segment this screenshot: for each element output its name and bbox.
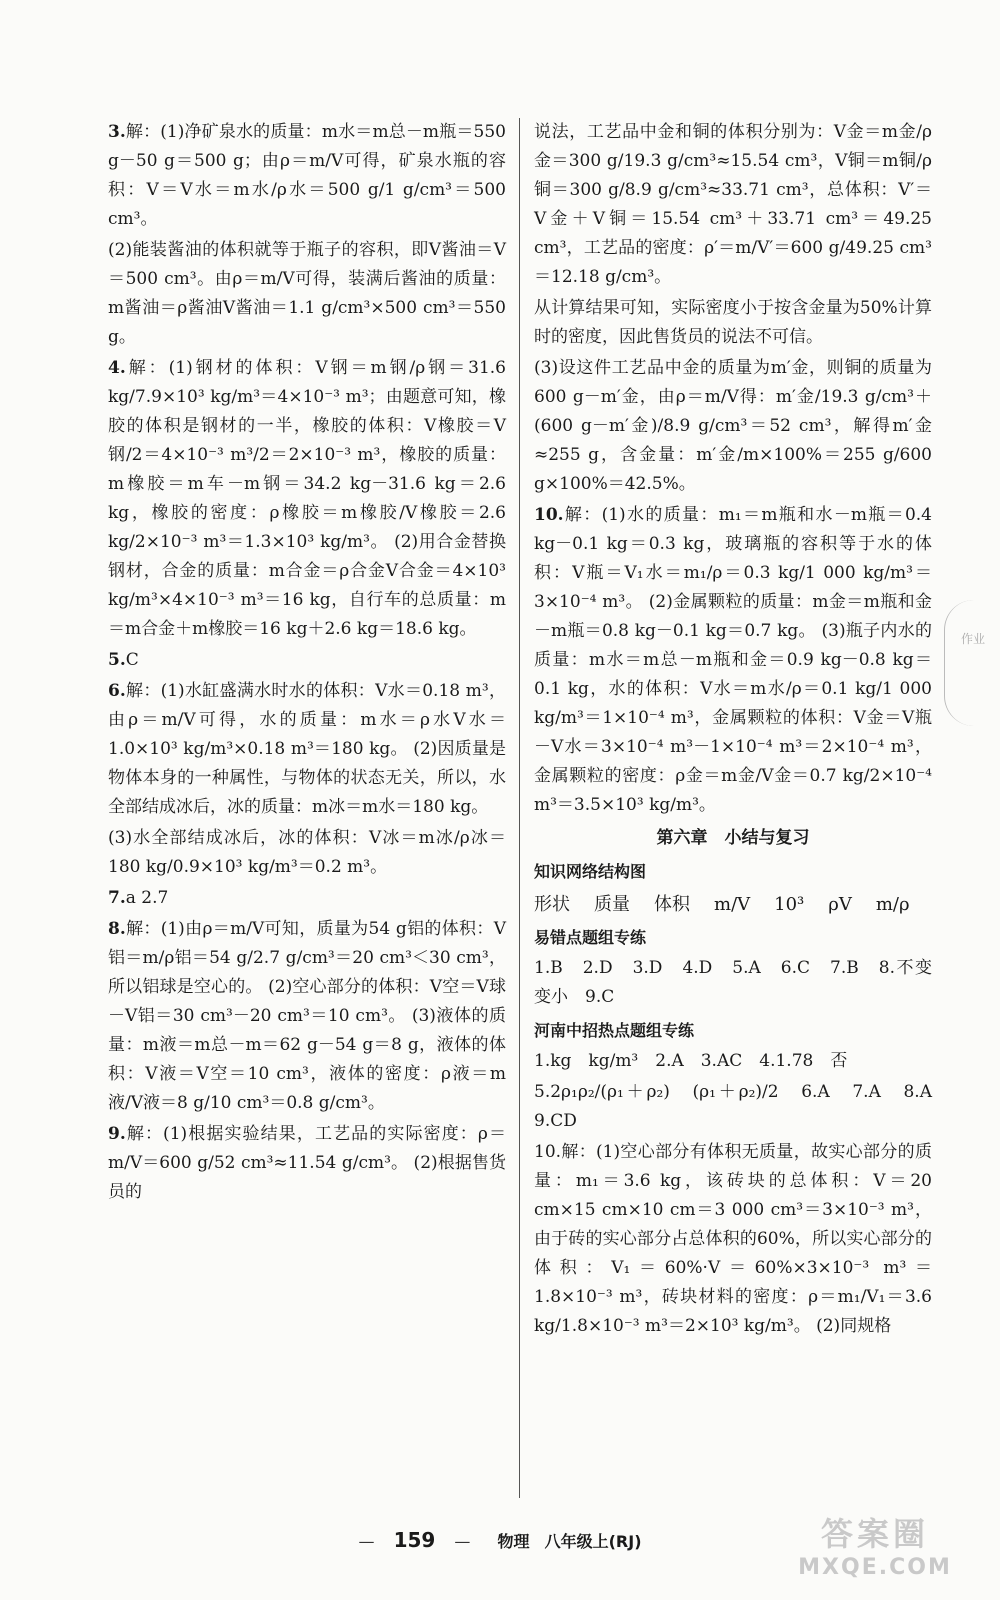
- watermark-en: MXQE.COM: [798, 1554, 952, 1580]
- henan-answers-2: 5.2ρ₁ρ₂/(ρ₁＋ρ₂) (ρ₁＋ρ₂)/2 6.A 7.A 8.A 9.CD: [534, 1082, 949, 1131]
- answer-9-cont-a: 说法，工艺品中金和铜的体积分别为：V金＝m金/ρ金＝300 g/19.3 g/cm³≈15.54 cm³，V铜＝m铜/ρ铜＝300 g/8.9 g/cm³≈33.71 cm³，总体积：V′＝V金＋V铜＝15.54 cm³＋33.71 cm³＝49.25 cm³，工艺品的密度：ρ′＝m/V′＝600 g/49.25 cm³＝12.18 g/cm³。: [534, 122, 932, 287]
- answer-9-cont-c: (3)设这件工艺品中金的质量为m′金，则铜的质量为600 g－m′金，由ρ＝m/V得：m′金/19.3 g/cm³＋(600 g－m′金)/8.9 g/cm³＝52 cm³，解得m′金≈255 g，含金量：m′金/m×100%＝255 g/600 g×100%＝42.5%。: [534, 358, 932, 494]
- term: 质量: [594, 894, 630, 915]
- answer-10: 10.解：(1)水的质量：m₁＝m瓶和水－m瓶＝0.4 kg－0.1 kg＝0.3 kg，玻璃瓶的容积等于水的体积：V瓶＝V₁水＝m₁/ρ＝0.3 kg/1 000 kg/m³＝3×10⁻⁴ m³。 (2)金属颗粒的质量：m金＝m瓶和金－m瓶＝0.8 kg－0.1 kg＝0.7 kg。 (3)瓶子内水的质量：m水＝m总－m瓶和金＝0.9 kg－0.8 kg＝0.1 kg，水的体积：V水＝m水/ρ＝0.1 kg/1 000 kg/m³＝1×10⁻⁴ m³，金属颗粒的体积：V金＝V瓶－V水＝3×10⁻⁴ m³－1×10⁻⁴ m³＝2×10⁻⁴ m³，金属颗粒的密度：ρ金＝m金/V金＝0.7 kg/2×10⁻⁴ m³＝3.5×10³ kg/m³。: [534, 505, 932, 815]
- page-number: 159: [393, 1528, 436, 1552]
- footer-subject: 物理: [497, 1532, 530, 1551]
- answer-6a: 6.解：(1)水缸盛满水时水的体积：V水＝0.18 m³，由ρ＝m/V可得，水的质量：m水＝ρ水V水＝1.0×10³ kg/m³×0.18 m³＝180 kg。 (2)因质量是物体本身的一种属性，与物体的状态无关，所以，水全部结成冰后，冰的质量：m冰＝m水＝180 kg。: [108, 681, 506, 817]
- answer-6b: (3)水全部结成冰后，冰的体积：V冰＝m冰/ρ冰＝180 kg/0.9×10³ kg/m³＝0.2 m³。: [108, 828, 506, 877]
- answer-3a: 3.解：(1)净矿泉水的质量：m水＝m总－m瓶＝550 g－50 g＝500 g；由ρ＝m/V可得，矿泉水瓶的容积：V＝V水＝m水/ρ水＝500 g/1 g/cm³＝500 cm³。: [108, 122, 506, 229]
- term: m/V: [714, 894, 751, 915]
- footer-dash-left: —: [358, 1532, 375, 1551]
- watermark-cn: 答案圈: [820, 1514, 929, 1553]
- term: m/ρ: [875, 894, 910, 915]
- answer-4: 4.解：(1)钢材的体积：V钢＝m钢/ρ钢＝31.6 kg/7.9×10³ kg/m³＝4×10⁻³ m³；由题意可知，橡胶的体积是钢材的一半，橡胶的体积：V橡胶＝V钢/2＝4×10⁻³ m³/2＝2×10⁻³ m³，橡胶的质量：m橡胶＝m车－m钢＝34.2 kg－31.6 kg＝2.6 kg，橡胶的密度：ρ橡胶＝m橡胶/V橡胶＝2.6 kg/2×10⁻³ m³＝1.3×10³ kg/m³。 (2)用合金替换钢材，合金的质量：m合金＝ρ合金V合金＝4×10³ kg/m³×4×10⁻³ m³＝16 kg，自行车的总质量：m＝m合金＋m橡胶＝16 kg＋2.6 kg＝18.6 kg。: [108, 358, 506, 639]
- network-heading: 知识网络结构图: [534, 862, 647, 881]
- henan-answers-1: 1.kg kg/m³ 2.A 3.AC 4.1.78 否: [534, 1051, 848, 1071]
- side-tab: 作业: [944, 600, 1000, 726]
- answer-5: 5.C: [108, 650, 139, 670]
- network-terms: [534, 890, 932, 919]
- answer-9: 9.解：(1)根据实验结果，工艺品的实际密度：ρ＝m/V＝600 g/52 cm³≈11.54 g/cm³。 (2)根据售货员的: [108, 1124, 506, 1202]
- term: 形状: [534, 894, 570, 915]
- column-divider: [519, 118, 520, 1498]
- answer-3b: (2)能装酱油的体积就等于瓶子的容积，即V酱油＝V＝500 cm³。由ρ＝m/V可得，装满后酱油的质量：m酱油＝ρ酱油V酱油＝1.1 g/cm³×500 cm³＝550 g。: [108, 240, 506, 347]
- answer-7: 7.a 2.7: [108, 888, 169, 908]
- errors-answers: 1.B 2.D 3.D 4.D 5.A 6.C 7.B 8.不变 变小 9.C: [534, 958, 949, 1007]
- right-column: [534, 118, 949, 1343]
- answer-9-cont-b: 从计算结果可知，实际密度小于按含金量为50%计算时的密度，因此售货员的说法不可信。: [534, 298, 932, 347]
- left-column: [108, 118, 506, 1209]
- footer-grade: 八年级上(RJ): [544, 1532, 642, 1551]
- henan-answer-10: 10.解：(1)空心部分有体积无质量，故实心部分的质量：m₁＝3.6 kg，该砖块的总体积：V＝20 cm×15 cm×10 cm＝3 000 cm³＝3×10⁻³ m³，由于砖的实心部分占总体积的60%，所以实心部分的体积：V₁＝60%·V＝60%×3×10⁻³ m³＝1.8×10⁻³ m³，砖块材料的密度：ρ＝m₁/V₁＝3.6 kg/1.8×10⁻³ m³＝2×10³ kg/m³。 (2)同规格: [534, 1142, 932, 1336]
- watermark-logo: [770, 1498, 980, 1590]
- errors-heading: 易错点题组专练: [534, 928, 647, 947]
- term: ρV: [828, 894, 852, 915]
- term: 体积: [654, 894, 690, 915]
- footer-dash-right: —: [454, 1532, 471, 1551]
- henan-heading: 河南中招热点题组专练: [534, 1021, 695, 1040]
- term: 10³: [774, 894, 805, 915]
- chapter-title: 第六章 小结与复习: [656, 828, 810, 848]
- answer-8: 8.解：(1)由ρ＝m/V可知，质量为54 g铝的体积：V铝＝m/ρ铝＝54 g/2.7 g/cm³＝20 cm³＜30 cm³，所以铝球是空心的。 (2)空心部分的体积：V空＝V球－V铝＝30 cm³－20 cm³＝10 cm³。 (3)液体的质量：m液＝m总－m＝62 g－54 g＝8 g，液体的体积：V液＝V空＝10 cm³，液体的密度：ρ液＝m液/V液＝8 g/10 cm³＝0.8 g/cm³。: [108, 919, 506, 1113]
